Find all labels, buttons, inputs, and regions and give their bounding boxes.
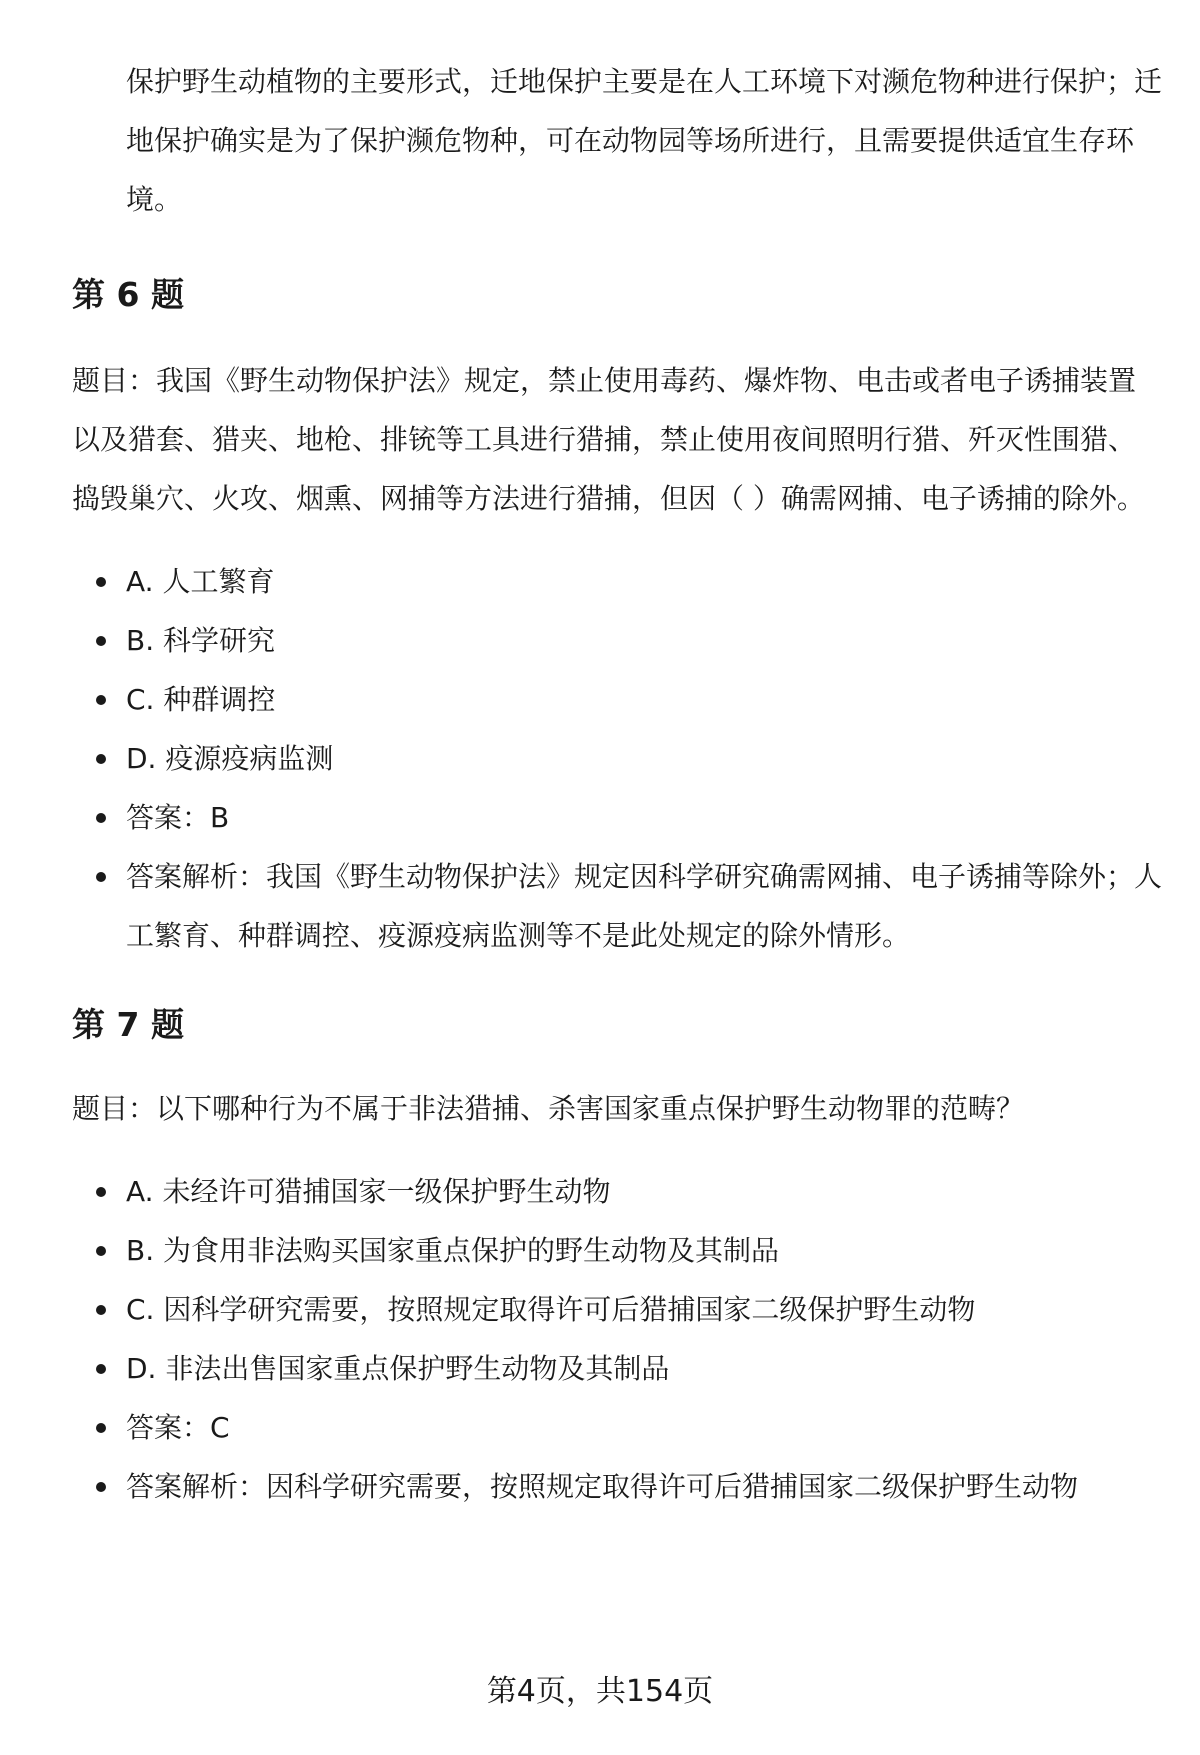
question-heading: 第 7 题 [72, 1005, 184, 1044]
option-a: A. 未经许可猎捕国家一级保护野生动物 [72, 1162, 1162, 1221]
question-7 [72, 1003, 1162, 1516]
answer: 答案：C [72, 1398, 1162, 1457]
page-content [72, 52, 1162, 1516]
option-b: B. 科学研究 [72, 611, 1162, 670]
option-a: A. 人工繁育 [72, 552, 1162, 611]
question-6 [72, 273, 1162, 965]
page-number-footer: 第4页，共154页 [486, 1674, 714, 1709]
option-c: C. 种群调控 [72, 670, 1162, 729]
option-list [72, 552, 1162, 965]
previous-analysis-continuation: 保护野生动植物的主要形式，迁地保护主要是在人工环境下对濒危物种进行保护；迁地保护确实是为了保护濒危物种，可在动物园等场所进行，且需要提供适宜生存环境。 [126, 65, 1163, 216]
answer-analysis: 答案解析：因科学研究需要，按照规定取得许可后猎捕国家二级保护野生动物 [72, 1457, 1162, 1516]
option-c: C. 因科学研究需要，按照规定取得许可后猎捕国家二级保护野生动物 [72, 1280, 1162, 1339]
option-list [72, 1162, 1162, 1516]
answer: 答案：B [72, 788, 1162, 847]
question-text: 题目：以下哪种行为不属于非法猎捕、杀害国家重点保护野生动物罪的范畴？ [72, 1092, 1025, 1125]
question-heading: 第 6 题 [72, 275, 184, 314]
answer-analysis: 答案解析：我国《野生动物保护法》规定因科学研究确需网捕、电子诱捕等除外；人工繁育、种群调控、疫源疫病监测等不是此处规定的除外情形。 [72, 847, 1162, 965]
option-d: D. 非法出售国家重点保护野生动物及其制品 [72, 1339, 1162, 1398]
question-text: 题目：我国《野生动物保护法》规定，禁止使用毒药、爆炸物、电击或者电子诱捕装置以及猎套、猎夹、地枪、排铳等工具进行猎捕，禁止使用夜间照明行猎、歼灭性围猎、捣毁巢穴、火攻、烟熏、网捕等方法进行猎捕，但因（ ）确需网捕、电子诱捕的除外。 [72, 364, 1145, 515]
option-b: B. 为食用非法购买国家重点保护的野生动物及其制品 [72, 1221, 1162, 1280]
option-d: D. 疫源疫病监测 [72, 729, 1162, 788]
